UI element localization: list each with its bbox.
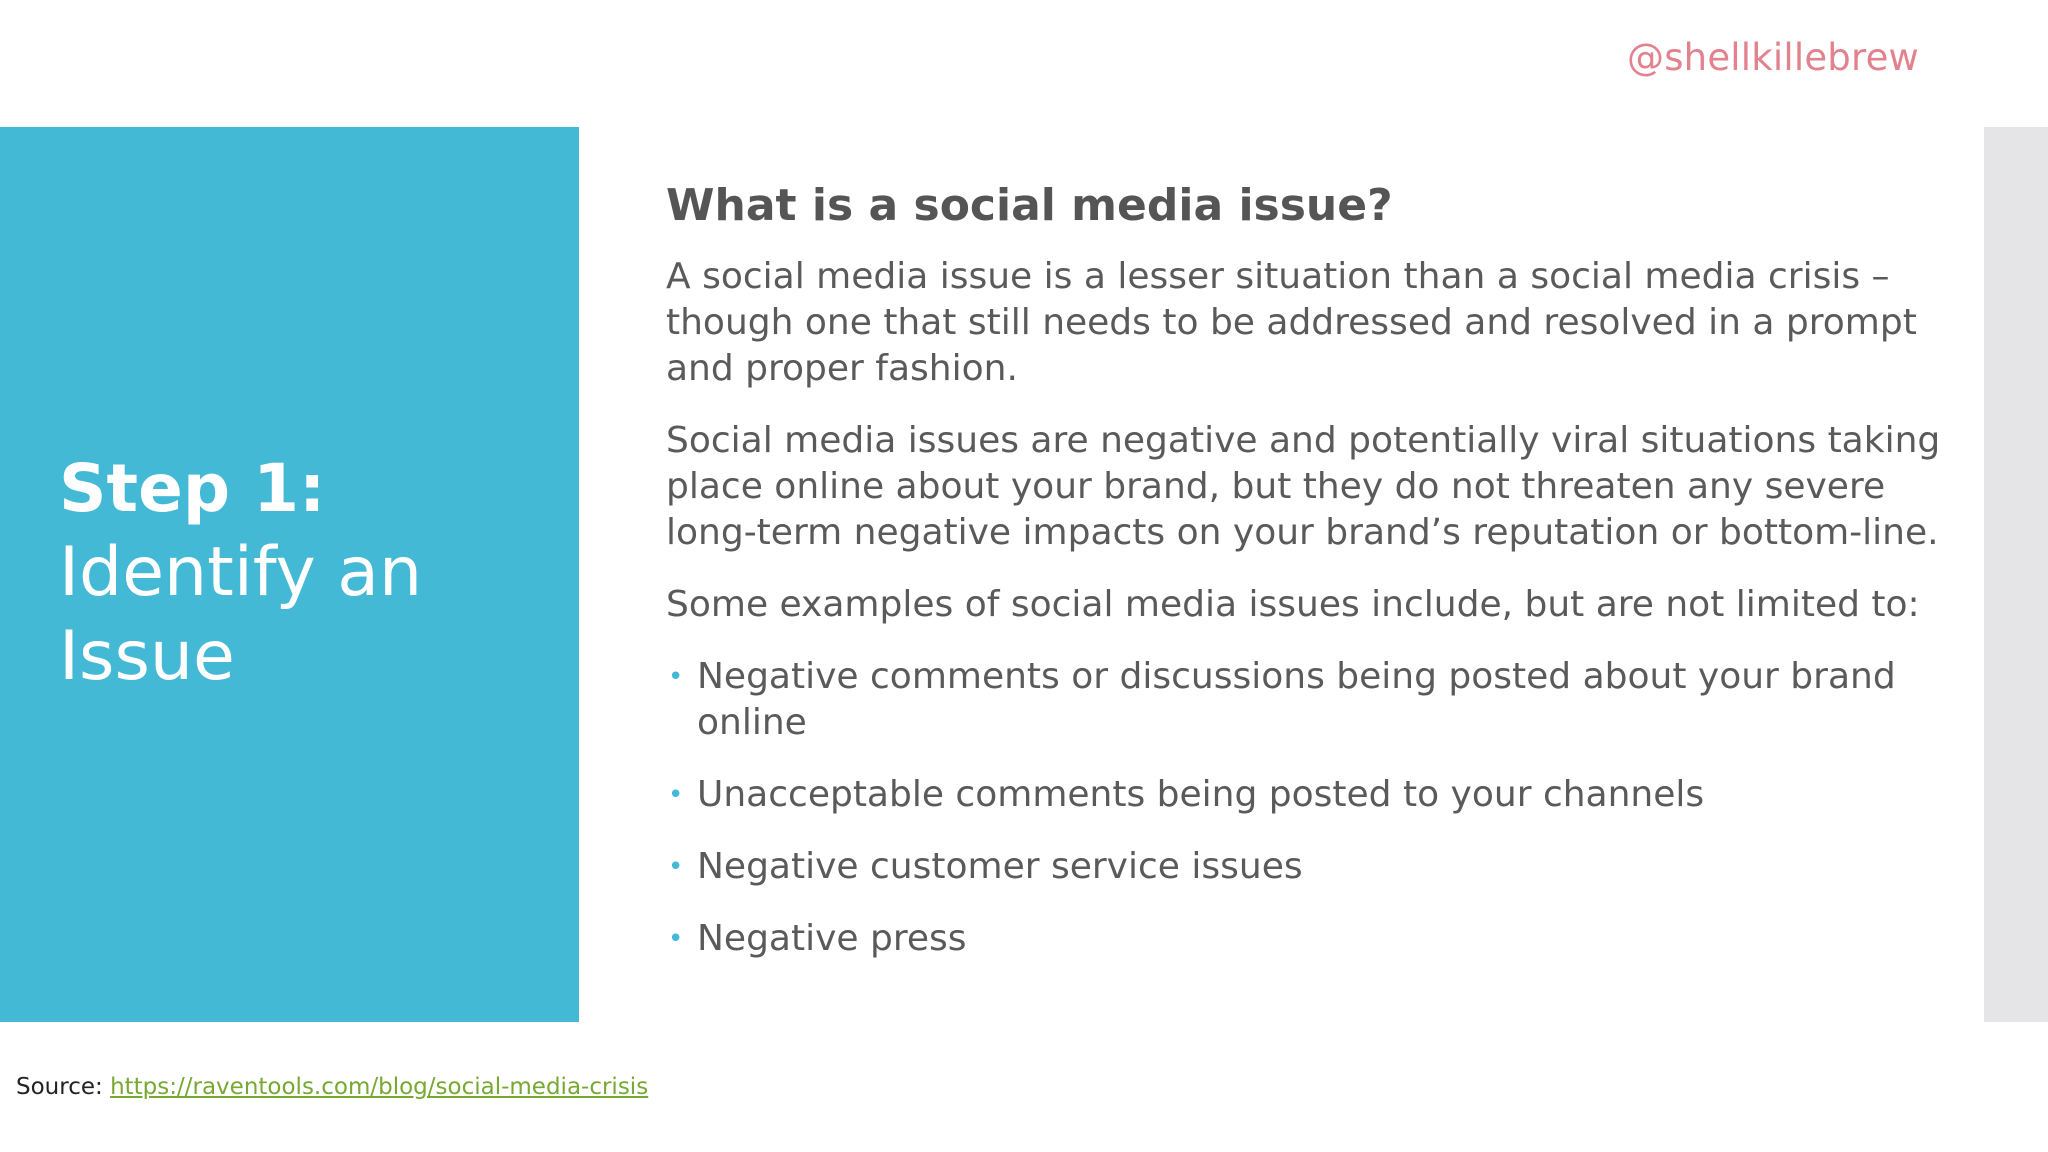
title-line-2: Issue	[59, 617, 235, 696]
source-citation	[16, 1074, 648, 1100]
bullet-icon: •	[668, 852, 684, 882]
bullet-icon: •	[668, 924, 684, 954]
list-item-text: Negative comments or discussions being posted about your brand online	[697, 656, 1896, 743]
bullet-icon: •	[668, 780, 684, 810]
side-accent-bar	[1984, 127, 2048, 1022]
paragraph-description: Social media issues are negative and potentially viral situations taking place online about your brand, but they do not threaten any severe long-term negative impacts on your brand’s reputation or bottom-line.	[666, 420, 1941, 553]
list-item	[666, 916, 1966, 962]
step-label: Step 1:	[59, 450, 326, 527]
list-item-text: Unacceptable comments being posted to your channels	[697, 774, 1705, 815]
source-label: Source:	[16, 1074, 111, 1100]
list-item	[666, 772, 1966, 818]
bullet-icon: •	[668, 662, 684, 692]
list-item	[666, 844, 1966, 890]
paragraph-definition: A social media issue is a lesser situation than a social media crisis – though one that still needs to be addressed and resolved in a prompt and proper fashion.	[666, 256, 1917, 389]
slide-title	[59, 447, 559, 699]
twitter-handle: @shellkillebrew	[1627, 36, 1919, 79]
paragraph-examples-intro: Some examples of social media issues include, but are not limited to:	[666, 584, 1920, 625]
content-area	[666, 176, 1966, 988]
content-heading: What is a social media issue?	[666, 180, 1393, 231]
title-line-1: Identify an	[59, 533, 423, 612]
list-item-text: Negative press	[697, 918, 967, 959]
list-item	[666, 654, 1966, 746]
list-item-text: Negative customer service issues	[697, 846, 1303, 887]
source-link[interactable]: https://raventools.com/blog/social-media-crisis	[110, 1074, 649, 1100]
examples-list	[666, 654, 1966, 962]
